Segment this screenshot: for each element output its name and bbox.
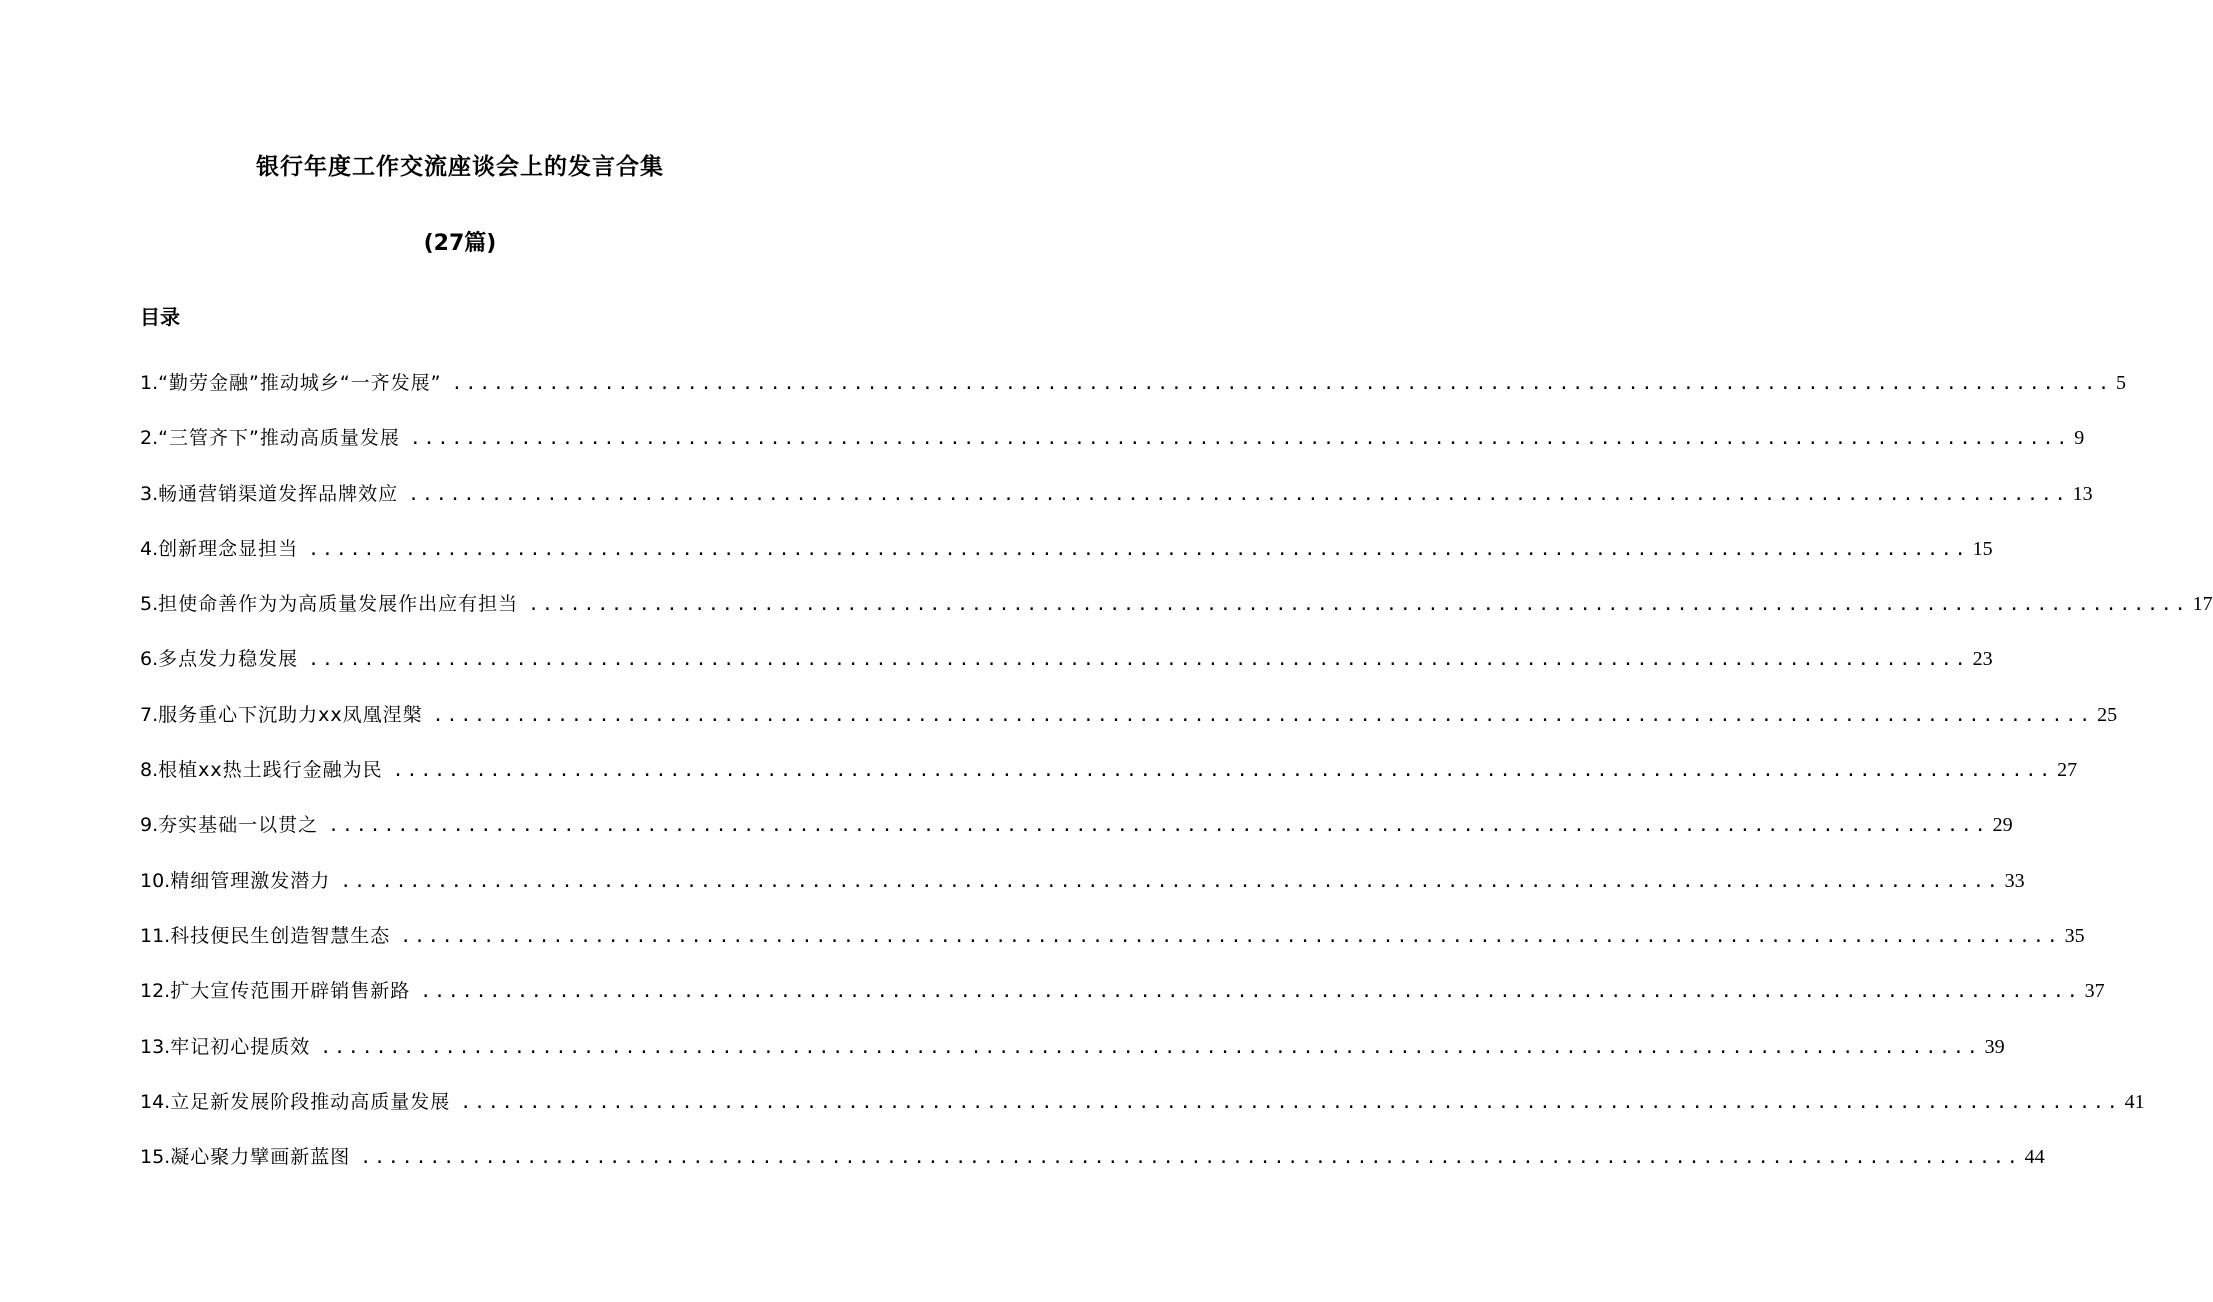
toc-leader-dots: ........................................................................................................................ [340, 870, 2001, 892]
toc-entry-page: 13 [2072, 482, 2093, 505]
toc-entry[interactable] [140, 700, 2118, 755]
toc-entry-number: 2. [140, 427, 159, 450]
toc-leader-dots: ........................................................................................................................ [308, 538, 1969, 560]
toc-leader-dots: ........................................................................................................................ [451, 373, 2112, 394]
toc-entry-title: 服务重心下沉助力xx凤凰涅槃 [158, 703, 423, 726]
table-of-contents [140, 368, 2213, 1197]
toc-entry-page: 29 [1992, 814, 2013, 837]
toc-entry-number: 1. [140, 372, 159, 394]
toc-entry[interactable] [140, 423, 2085, 478]
toc-leader-dots: ........................................................................................................................ [409, 428, 2071, 450]
toc-entry[interactable] [140, 866, 2025, 921]
toc-entry-number: 11. [140, 924, 171, 947]
toc-entry-number: 5. [140, 593, 159, 616]
toc-entry[interactable] [140, 1087, 2145, 1142]
toc-entry-title: 立足新发展阶段推动高质量发展 [170, 1090, 451, 1113]
toc-entry-page: 5 [2115, 372, 2126, 394]
toc-entry-page: 37 [2084, 980, 2105, 1003]
toc-entry-title: 扩大宣传范围开辟销售新路 [170, 980, 411, 1003]
toc-entry-number: 8. [140, 759, 159, 782]
toc-entry-page: 25 [2097, 703, 2118, 726]
toc-entry-title: 担使命善作为为高质量发展作出应有担当 [158, 593, 519, 616]
toc-leader-dots: ........................................................................................................................ [392, 760, 2054, 782]
toc-leader-dots: ........................................................................................................................ [400, 925, 2061, 947]
toc-entry-title: 多点发力稳发展 [158, 648, 299, 671]
toc-entry-page: 17 [2192, 593, 2213, 616]
toc-entry-page: 9 [2074, 427, 2085, 450]
document-title: 银行年度工作交流座谈会上的发言合集 [256, 154, 664, 180]
toc-entry-title: 夯实基础一以贯之 [158, 814, 319, 837]
toc-entry-number: 13. [140, 1035, 171, 1058]
toc-entry-number: 3. [140, 482, 159, 505]
toc-entry[interactable] [140, 810, 2013, 865]
toc-entry[interactable] [140, 589, 2213, 644]
toc-entry-number: 7. [140, 703, 159, 726]
toc-entry-number: 4. [140, 537, 159, 560]
toc-entry-number: 9. [140, 814, 159, 837]
toc-leader-dots: ........................................................................................................................ [360, 1147, 2021, 1169]
toc-entry[interactable] [140, 534, 1993, 589]
toc-entry-title: 创新理念显担当 [158, 537, 299, 560]
toc-leader-dots: ........................................................................................................................ [528, 594, 2189, 616]
toc-leader-dots: ........................................................................................................................ [308, 649, 1969, 671]
toc-entry[interactable] [140, 644, 1993, 699]
toc-entry[interactable] [140, 1142, 2045, 1197]
toc-entry-title: “三管齐下”推动高质量发展 [158, 427, 400, 450]
toc-leader-dots: ........................................................................................................................ [420, 981, 2081, 1003]
document-subtitle: (27篇) [423, 231, 497, 256]
toc-entry-title: 牢记初心提质效 [170, 1035, 311, 1058]
toc-entry-page: 41 [2124, 1090, 2145, 1113]
toc-entry-number: 14. [140, 1090, 171, 1113]
toc-entry[interactable] [140, 755, 2078, 810]
toc-entry-title: 科技便民生创造智慧生态 [170, 924, 391, 947]
toc-entry[interactable] [140, 368, 2126, 423]
toc-entry-number: 15. [140, 1146, 171, 1169]
toc-entry-page: 33 [2004, 869, 2025, 892]
toc-heading: 目录 [140, 305, 180, 329]
toc-leader-dots: ........................................................................................................................ [432, 704, 2094, 726]
toc-leader-dots: ........................................................................................................................ [408, 483, 2069, 505]
toc-entry-page: 15 [1972, 537, 1993, 560]
toc-entry-title: 凝心聚力擘画新蓝图 [170, 1146, 351, 1169]
toc-entry-title: 精细管理激发潜力 [170, 869, 331, 892]
toc-entry-page: 27 [2057, 759, 2078, 782]
toc-entry-page: 23 [1972, 648, 1993, 671]
toc-entry[interactable] [140, 1032, 2005, 1087]
toc-entry-page: 35 [2064, 924, 2085, 947]
toc-entry-title: 畅通营销渠道发挥品牌效应 [158, 482, 399, 505]
toc-entry-title: “勤劳金融”推动城乡“一齐发展” [158, 372, 442, 394]
toc-leader-dots: ........................................................................................................................ [460, 1091, 2121, 1113]
toc-entry[interactable] [140, 976, 2105, 1031]
toc-leader-dots: ........................................................................................................................ [320, 1036, 1981, 1058]
toc-entry-page: 39 [1984, 1035, 2005, 1058]
toc-entry-title: 根植xx热土践行金融为民 [158, 759, 383, 782]
toc-entry-page: 44 [2024, 1146, 2045, 1169]
toc-entry[interactable] [140, 921, 2085, 976]
toc-entry-number: 6. [140, 648, 159, 671]
toc-leader-dots: ........................................................................................................................ [328, 815, 1989, 837]
toc-entry-number: 12. [140, 980, 171, 1003]
toc-entry-number: 10. [140, 869, 171, 892]
toc-entry[interactable] [140, 479, 2093, 534]
